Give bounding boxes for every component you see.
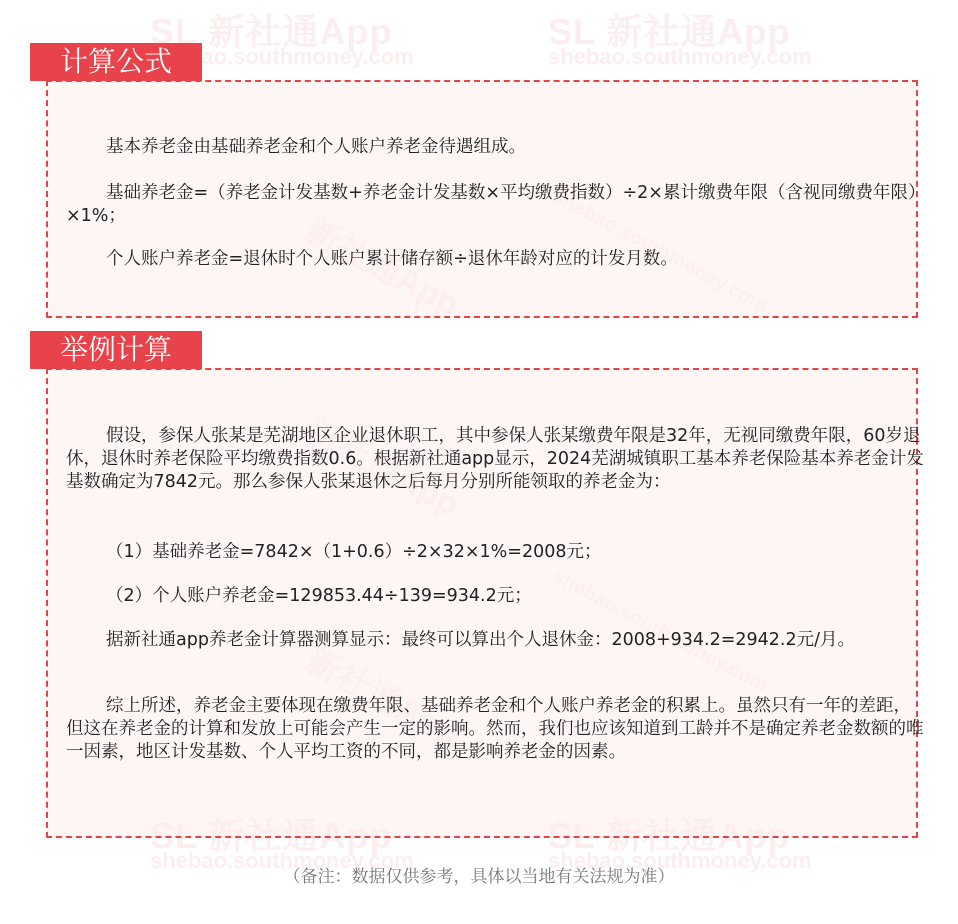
footnote: （备注：数据仅供参考，具体以当地有关法规为准）	[283, 867, 675, 887]
watermark-url: shebao.southmoney.com	[548, 44, 812, 69]
section-title-example: 举例计算	[60, 333, 173, 366]
section-tab-formula	[30, 43, 202, 81]
example-paragraph-4: 据新社通app养老金计算器测算显示：最终可以算出个人退休金：2008+934.2=2942.2元/月。	[106, 630, 856, 650]
formula-paragraph-2: 基础养老金=（养老金计发基数+养老金计发基数×平均缴费指数）÷2×累计缴费年限（含视同缴费年限）×1%；	[66, 183, 926, 226]
watermark-brand: SL 新社通App	[150, 11, 393, 52]
watermark-brand: SL 新社通App	[548, 11, 791, 52]
example-paragraph-1: 假设，参保人张某是芜湖地区企业退休职工，其中参保人张某缴费年限是32年，无视同缴费年限，60岁退休，退休时养老保险平均缴费指数0.6。根据新社通app显示，2024芜湖城镇职工基本养老保险基本养老金计发基数确定为7842元。那么参保人张某退休之后每月分别所能领取的养老金为：	[66, 426, 924, 492]
formula-paragraph-1: 基本养老金由基础养老金和个人账户养老金待遇组成。	[106, 137, 526, 157]
example-paragraph-5: 综上所述，养老金主要体现在缴费年限、基础养老金和个人账户养老金的积累上。虽然只有一年的差距，但这在养老金的计算和发放上可能会产生一定的影响。然而，我们也应该知道到工龄并不是确定养老金数额的唯一因素，地区计发基数、个人平均工资的不同，都是影响养老金的因素。	[66, 696, 924, 762]
watermark-url: shebao.southmoney.com	[150, 848, 414, 873]
formula-paragraph-3: 个人账户养老金=退休时个人账户累计储存额÷退休年龄对应的计发月数。	[106, 249, 678, 269]
watermark-url: shebao.southmoney.com	[150, 44, 414, 69]
section-title-formula: 计算公式	[60, 45, 173, 78]
example-paragraph-2: （1）基础养老金=7842×（1+0.6）÷2×32×1%=2008元；	[106, 542, 602, 562]
section-tab-example	[30, 331, 202, 369]
watermark-url: shebao.southmoney.com	[548, 848, 812, 873]
example-paragraph-3: （2）个人账户养老金=129853.44÷139=934.2元；	[106, 586, 532, 606]
